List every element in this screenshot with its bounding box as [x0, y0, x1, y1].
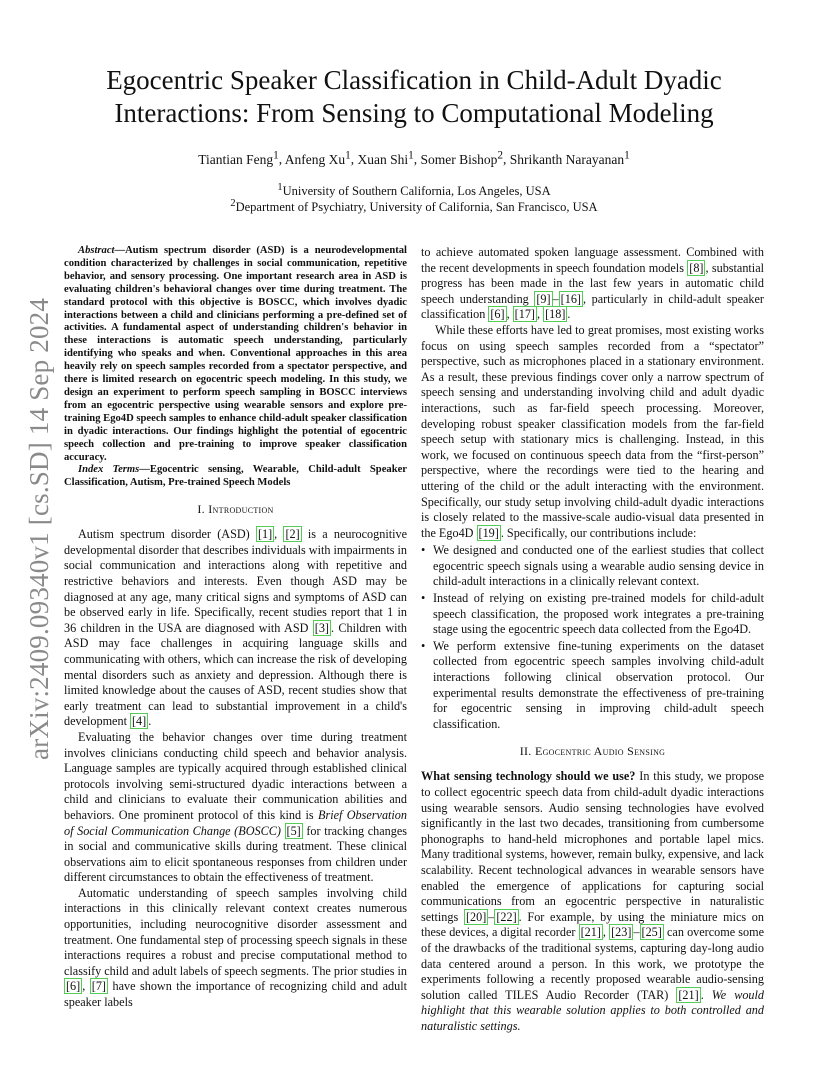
citation-link[interactable]: [16] — [560, 291, 581, 306]
paper-title — [60, 64, 768, 130]
intro-paragraph-3: Automatic understanding of speech samples involving child interactions in this clinically relevant context creates numerous opportunities, including neurocognitive disorder assessment and treatment. One fundamental step of processing speech signals in these interactions requires a robust and precise computational method to classify child and adult labels of speech segments. The prior studies in [6] , [7] have shown the importance of recognizing child and adult speaker labels — [64, 885, 407, 1010]
contributions-list — [421, 543, 764, 732]
abstract — [64, 245, 407, 464]
right-column — [421, 245, 764, 1035]
intro-paragraph-2: Evaluating the behavior changes over time during treatment involves clinicians conducting child speech and behavior analysis. Language samples are typically acquired through established clinical protocols involving semi-structured dyadic interactions between a child and clinicians to evaluate their communication abilities and behaviors. One prominent protocol of this kind is Brief Observation of Social Communication Change (BOSCC) [5] for tracking changes in social and communicative skills during treatment. These clinical observations aim to elicit spontaneous responses from children under different circumstances to obtain the effectiveness of treatment. — [64, 729, 407, 885]
sensing-paragraph: What sensing technology should we use? In this study, we propose to collect egocentric speech data from child-adult dyadic interactions using wearable sensors. Audio sensing technologies have evolved significantly in the last two decades, transitioning from cumbersome phonographs to hand-held microphones and portable lapel mics. Many traditional systems, however, remain bulky, expensive, and lack scalability. Recent technological advances in wearable sensors have enabled the emergence of applications for capturing social communications from an egocentric perspective in naturalistic settings [20] – [22] . For example, by using the miniature mics on these devices, a digital recorder [21] , [23] – [25] can overcome some of the drawbacks of the traditional systems, capturing day-long audio data centered around a person. In this work, we prototype the experiments following a recently proposed wearable audio-sensing solution called TILES Audio Recorder (TAR) [21] . We would highlight that this wearable solution applies to both controlled and naturalistic settings. — [421, 769, 765, 1033]
citation-link[interactable]: [9] — [536, 291, 551, 306]
right-paragraph-2: While these efforts have led to great promises, most existing works focus on using speech samples recorded from a “spectator” perspective, such as microphones placed in a stationary environment. As a result, these previous findings cover only a narrow spectrum of speech sensing and understanding involving child and adult dyadic interactions, such as far-field speech processing. Moreover, developing robust speaker classification models from the far-field speech setup with stationary mics is challenging. Instead, in this work, we focused on continuous speech data from the “first-person” perspective, where the recordings were tied to the hearing and uttering of the child or the adult interacting with the environment. Specifically, our study setup involving child-adult dyadic interactions is closely related to the massive-scale audio-visual data presented in the Ego4D [19] . Specifically, our contributions include: — [421, 322, 764, 540]
author: Tiantian Feng$^1$ — [198, 149, 279, 167]
arxiv-stamp-text: arXiv:2409.09340v1 [cs.SD] 14 Sep 2024 — [24, 297, 54, 760]
title-line-2: Interactions: From Sensing to Computational Modeling — [114, 98, 714, 128]
index-terms-label: Index Terms — [78, 464, 140, 476]
citation-link[interactable]: [7] — [91, 979, 106, 994]
citation-link[interactable]: [2] — [285, 527, 300, 542]
section-heading-egocentric-audio-sensing: II. Egocentric Audio Sensing — [519, 744, 666, 759]
citation-link[interactable]: [25] — [641, 925, 662, 940]
citation-link[interactable]: [20] — [465, 909, 487, 924]
author: Somer Bishop$^2$ — [420, 149, 504, 167]
list-item: • Instead of relying on existing pre-trained models for child-adult speech classification, the proposed work integrates a pre-training stage using the egocentric speech data collected from the Ego4D. — [421, 591, 764, 638]
author: Anfeng Xu$^1$ — [284, 149, 351, 167]
author: Shrikanth Narayanan$^1$ — [509, 149, 630, 167]
title-line-1: Egocentric Speaker Classification in Child-Adult Dyadic — [106, 65, 722, 95]
citation-link[interactable]: [22] — [496, 909, 517, 924]
intro-paragraph-1: Autism spectrum disorder (ASD) [1] , [2] is a neurocognitive developmental disorder that describes individuals with impairments in social communication and interactions along with repetitive and restrictive behaviors and interests. Even though ASD may be diagnosed at any age, many critical signs and symptoms of ASD can be observed early in life. Specifically, recent studies report that 1 in 36 children in the USA are diagnosed with ASD [3] . Children with ASD may face challenges in acquiring language skills and communicating with others, which can increase the risk of developing mental disorders such as anxiety and depression. Although there is limited knowledge about the causes of ASD, recent studies show that early treatment can lead to substantial improvement in a child's development [4] . — [64, 527, 407, 729]
citation-link[interactable]: [8] — [689, 260, 704, 275]
citation-link[interactable]: [21] — [678, 987, 699, 1002]
citation-link[interactable]: [6] — [66, 979, 81, 994]
left-column — [64, 245, 407, 1011]
citation-link[interactable]: [5] — [286, 823, 301, 838]
section-heading-introduction: I. Introduction — [197, 502, 274, 517]
citation-link[interactable]: [19] — [478, 525, 499, 540]
index-terms — [64, 464, 407, 490]
list-item: • We designed and conducted one of the earliest studies that collect egocentric speech signals using a wearable audio sensing device in child-adult interactions in a clinically relevant context. — [421, 543, 764, 590]
affiliation-2: $^2$Department of Psychiatry, University of California, San Francisco, USA — [230, 198, 598, 215]
citation-link[interactable]: [3] — [314, 620, 329, 635]
citation-link[interactable]: [23] — [611, 925, 632, 940]
citation-link[interactable]: [1] — [257, 527, 273, 542]
right-paragraph-1: to achieve automated spoken language assessment. Combined with the recent developments in speech foundation models [8] , substantial progress has been made in the last few years in automatic child speech understanding [9] – [16] , particularly in child-adult speaker classification [6] , [17] , [18] . — [421, 245, 764, 322]
index-terms-text: —Egocentric sensing, Wearable, Child-adult Speaker Classification, Autism, Pre-trained Speech Models — [64, 464, 407, 489]
citation-link[interactable]: [18] — [545, 307, 566, 322]
list-item: • We perform extensive fine-tuning experiments on the dataset collected from egocentric speech samples involving child-adult interactions following clinical observation protocol. Our experimental results demonstrate the effectiveness of pre-training for egocentric sensing in improving child-adult speech classification. — [421, 639, 764, 733]
abstract-text: —Autism spectrum disorder (ASD) is a neurodevelopmental condition characterized by challenges in social communication, repetitive behavior, and sensory processing. One important research area in ASD is evaluating children's behavioral changes over time during treatment. The standard protocol with this objective is BOSCC, which involves dyadic interactions between a child and clinicians performing a pre-defined set of activities. A fundamental aspect of understanding children's behavior in these interactions is automatic speech understanding, particularly identifying who speaks and when. Conventional approaches in this area heavily rely on speech samples recorded from a spectator perspective, and there is limited research on egocentric speech modeling. In this study, we design an experiment to perform speech sampling in BOSCC interviews from an egocentric perspective using wearable sensors and explore pre-training Ego4D speech samples to enhance child-adult speaker classification in dyadic interactions. Our findings highlight the potential of egocentric speech collection and pre-training to improve speaker classification accuracy. — [64, 245, 407, 463]
citation-link[interactable]: [4] — [132, 714, 147, 729]
citation-link[interactable]: [17] — [514, 307, 535, 322]
citation-link[interactable]: [21] — [580, 925, 601, 940]
abstract-label: Abstract — [78, 245, 115, 256]
affiliation-1: $^1$University of Southern California, Los Angeles, USA — [277, 182, 551, 199]
author-list: Tiantian Feng$^1$, Anfeng Xu$^1$, Xuan Shi$^1$, Somer Bishop$^2$, Shrikanth Narayanan$^1$ — [198, 149, 630, 167]
citation-link[interactable]: [6] — [490, 307, 505, 322]
author: Xuan Shi$^1$ — [357, 149, 414, 167]
